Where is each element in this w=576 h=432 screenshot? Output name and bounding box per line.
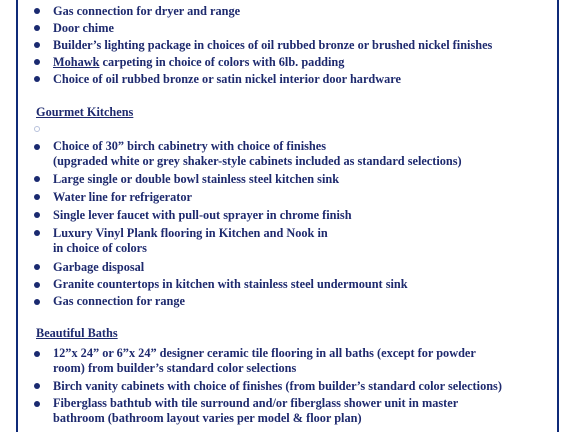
list-item: Gas connection for dryer and range [53, 4, 241, 18]
brand-mohawk: Mohawk [53, 55, 100, 69]
list-item: Luxury Vinyl Plank flooring in Kitchen and Nook in [53, 226, 328, 240]
list-item: Granite countertops in kitchen with stainless steel undermount sink [53, 277, 408, 291]
list-item-continuation: bathroom (bathroom layout varies per model & floor plan) [53, 411, 362, 425]
list-item: Door chime [53, 21, 114, 35]
page-border-left [16, 0, 18, 432]
bullet [34, 126, 40, 132]
list-item: Large single or double bowl stainless steel kitchen sink [53, 172, 340, 186]
list-item [53, 55, 344, 69]
bullet [34, 351, 40, 357]
bullet [34, 264, 40, 270]
page-border-right [557, 0, 559, 432]
section-heading-kitchens: Gourmet Kitchens [36, 105, 134, 119]
list-item: Water line for refrigerator [53, 190, 192, 204]
bullet [34, 299, 40, 305]
list-item: Birch vanity cabinets with choice of finishes (from builder’s standard color selections) [53, 379, 502, 393]
list-item: Choice of oil rubbed bronze or satin nickel interior door hardware [53, 72, 401, 86]
bullet [34, 383, 40, 389]
bullet [34, 25, 40, 31]
bullet [34, 282, 40, 288]
bullet [34, 176, 40, 182]
bullet [34, 194, 40, 200]
list-item: Single lever faucet with pull-out sprayer in chrome finish [53, 208, 352, 222]
list-item: Builder’s lighting package in choices of oil rubbed bronze or brushed nickel finishes [53, 38, 493, 52]
bullet [34, 230, 40, 236]
list-item-continuation: room) from builder’s standard color selections [53, 361, 297, 375]
section-heading-baths: Beautiful Baths [36, 326, 118, 340]
bullet [34, 8, 40, 14]
list-item-continuation: in choice of colors [53, 241, 147, 255]
list-item: 12”x 24” or 6”x 24” designer ceramic tile flooring in all baths (except for powder [53, 346, 476, 360]
bullet [34, 144, 40, 150]
bullet [34, 76, 40, 82]
bullet [34, 401, 40, 407]
list-item-continuation: (upgraded white or grey shaker-style cabinets included as standard selections) [53, 154, 462, 168]
bullet [34, 42, 40, 48]
list-item: Garbage disposal [53, 260, 145, 274]
bullet [34, 59, 40, 65]
list-item: Choice of 30” birch cabinetry with choice of finishes [53, 139, 327, 153]
list-item: Gas connection for range [53, 294, 185, 308]
bullet [34, 212, 40, 218]
list-item-text: carpeting in choice of colors with 6lb. padding [102, 55, 345, 69]
list-item: Fiberglass bathtub with tile surround and/or fiberglass shower unit in master [53, 396, 459, 410]
